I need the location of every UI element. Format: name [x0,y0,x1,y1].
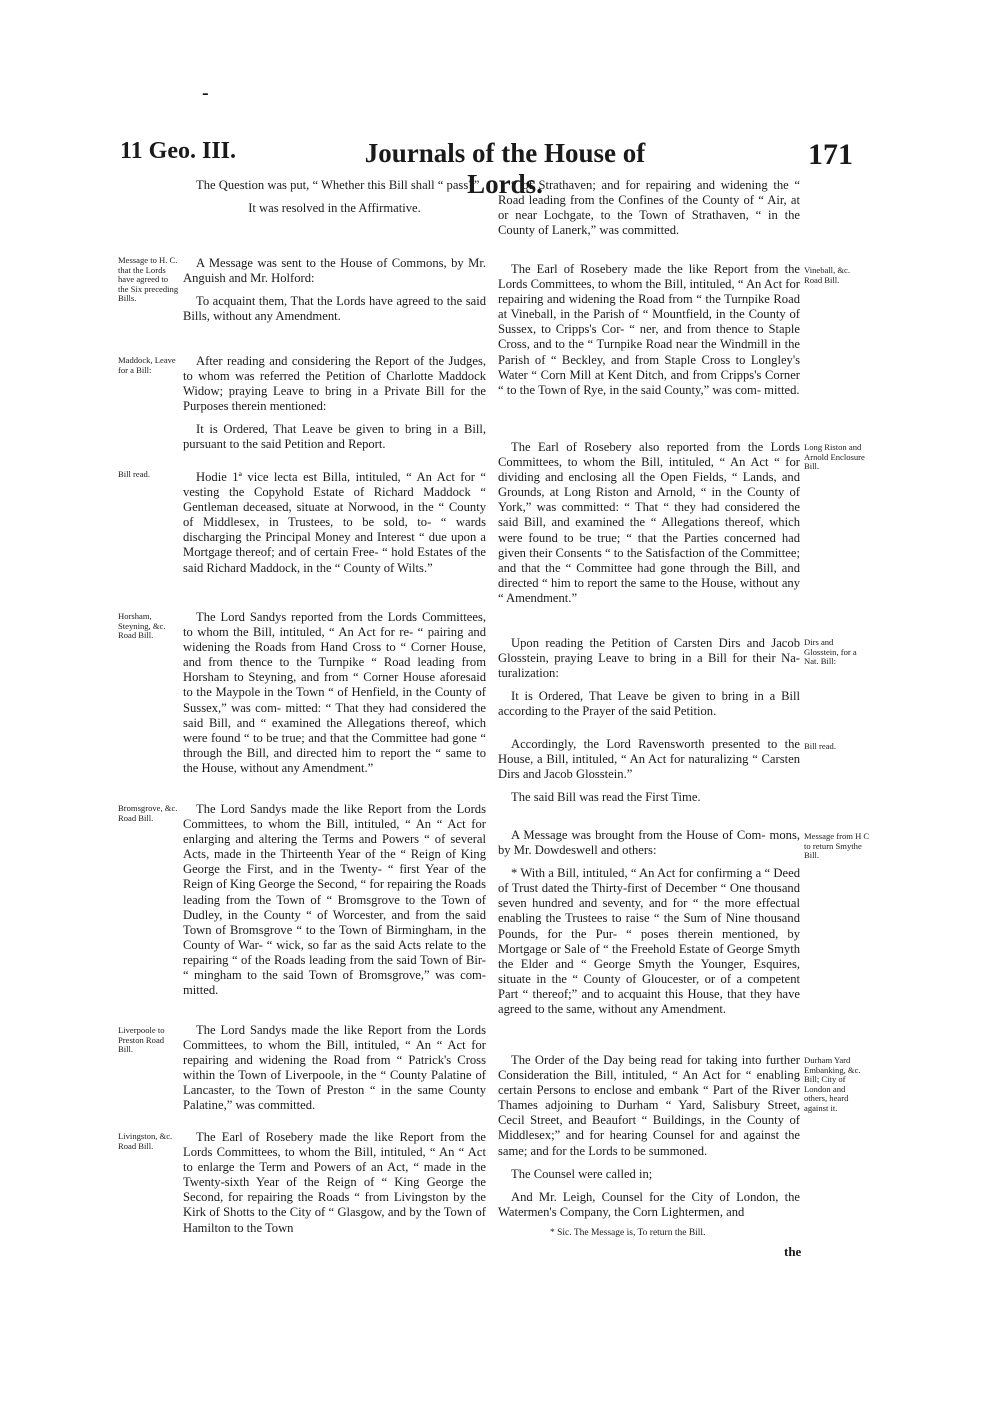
right-block-1 [498,262,800,406]
margin-note: Message to H. C. that the Lords have agreed to the Six preceding Bills. [118,255,179,304]
paragraph: The Lord Sandys made the like Report from the Lords Committees, to whom the Bill, intituled, “ An “ Act for enlarging and altering the Terms and Powers “ of several Acts, made in the Thirteenth Year of the “ Reign of King George the First, and in the Twenty- “ first Year of the Reign of King George the Second, “ for repairing the Roads leading from the Town of “ Bromsgrove to the Town of Dudley, in the County “ of Worcester, and from the said Town of Bromsgrove “ to the Town of Birmingham, in the County of War- “ wick, so far as the said Acts relate to the repairing “ of the Roads leading from the said Town of Bir- “ mingham to the said Town of Bromsgrove,” was com- mitted. [183,802,486,998]
left-block-4 [183,610,486,784]
left-block-3 [183,470,486,584]
paragraph: Upon reading the Petition of Carsten Dirs and Jacob Glosstein, praying Leave to bring in a Bill for their Na- turalization: [498,636,800,681]
paragraph: Hodie 1ª vice lecta est Billa, intituled, “ An Act for “ vesting the Copyhold Estate of Richard Maddock “ Gentleman deceased, situate at Norwood, in the “ County of Middlesex, in Trustees, to be sold, to- “ wards discharging the Principal Money and Interest “ due upon a Mortgage thereof; and of certain Free- “ hold Estates of the said Richard Maddock, in the “ County of Wilts.” [183,470,486,575]
margin-note: Vineball, &c. Road Bill. [804,265,851,285]
left-block-5 [183,802,486,1006]
left-block-6 [183,1023,486,1122]
right-block-0 [498,178,800,246]
margin-note: Message from H C to return Smythe Bill. [804,831,870,861]
right-block-3 [498,636,800,727]
right-block-2 [498,440,800,614]
paragraph: The Question was put, “ Whether this Bill shall “ pass?” [196,178,480,192]
paragraph: The Earl of Rosebery made the like Report from the Lords Committees, to whom the Bill, intituled, “ An Act for repairing and widening the Road from “ the Turnpike Road at Vineball, in the Parish of “ Mountfield, in the County of Sussex, to Cripps's Cor- “ ner, and from thence to Staple Cross, and to the “ Turnpike Road near the Windmill in the Parish of “ Beckley, and from Staple Cross to Longley's Water “ Corn Mill at Kent Ditch, and from Cripps's Corner “ to the Town of Rye, in the said County,” was com- mitted. [498,262,800,397]
header-regnal-year: 11 Geo. III. [120,138,237,164]
paragraph: “ of Strathaven; and for repairing and widening the “ Road leading from the Confines of the County of “ Air, at or near Lochgate, to the Town of Strathaven, “ in the County of Lanerk,” was committed. [498,178,800,238]
paragraph: The Earl of Rosebery also reported from the Lords Committees, to whom the Bill, intituled, “ An Act “ for dividing and enclosing all the Open Fields, “ Lands, and Grounds, at Long Riston and Arnold, “ in the County of York,” was committed: “ That “ they had considered the said Bill, and examined the “ Allegations thereof, which were found to be true; “ that the Parties concerned had given their Consents “ to the Satisfaction of the Committee; and that the “ Committee had gone through the Bill, and directed “ him to report the same to the House, without any “ Amendment.” [498,440,800,605]
page-title: Journals of the House of Lords. [364,138,646,199]
margin-note: Horsham, Steyning, &c. Road Bill. [118,611,166,641]
margin-note: Liverpoole to Preston Road Bill. [118,1025,165,1055]
paragraph: It was resolved in the Affirmative. [248,201,421,216]
margin-note: Bill read. [118,469,150,479]
margin-note: Maddock, Leave for a Bill: [118,355,176,375]
paragraph: The Counsel were called in; [511,1166,653,1181]
page-number: 171 [808,138,853,171]
catchword: the [784,1244,802,1259]
paragraph: * With a Bill, intituled, “ An Act for confirming a “ Deed of Trust dated the Thirty-first of December “ One thousand seven hundred and seventy, and for “ the more effectual enabling the Trustees to raise “ the Sum of Nine thousand Pounds, for the Pur- “ poses therein mentioned, by Mortgage or Sale of “ the Freehold Estate of George Smyth the Elder and “ George Smyth the Younger, Esquires, situate in the “ County of Gloucester, or of a competent Part “ thereof;” and to acquaint this House, that they have agreed to the same, without any Amendment. [498,866,800,1017]
margin-note: Bromsgrove, &c. Road Bill. [118,803,178,823]
left-block-0 [183,178,486,224]
paragraph: A Message was sent to the House of Commons, by Mr. Anguish and Mr. Holford: [183,256,486,286]
paragraph: The Lord Sandys reported from the Lords Committees, to whom the Bill, intituled, “ An Act for re- “ pairing and widening the Roads from Hand Cross to “ Corner House, and from thence to the Turnpike “ Road leading from Horsham to Steyning, and from “ Corner House aforesaid to the Maypole in the Town “ of Henfield, in the County of Sussex,” was com- mitted: “ That they had considered the said Bill, and “ examined the Allegations thereof, which were found “ to be true; and that the Committee had gone “ through the Bill, and directed him to report the “ same to the House, without any Amendment.” [183,610,486,775]
paragraph: The Lord Sandys made the like Report from the Lords Committees, to whom the Bill, intituled, “ An “ Act for repairing and widening the Road from “ Patrick's Cross within the Town of Liverpoole, in the “ County Palatine of Lancaster, to the Town of Preston “ in the same County Palatine,” was committed. [183,1023,486,1113]
left-block-7 [183,1130,486,1244]
left-block-2 [183,354,486,461]
paragraph: After reading and considering the Report of the Judges, to whom was referred the Petition of Charlotte Maddock Widow; praying Leave to bring in a Private Bill for the Purposes therein mentioned: [183,354,486,414]
margin-note: Dirs and Glosstein, for a Nat. Bill: [804,637,857,667]
right-block-5 [498,828,800,1025]
margin-note: Long Riston and Arnold Enclosure Bill. [804,442,865,472]
footnote: * Sic. The Message is, To return the Bill. [550,1228,706,1238]
paragraph: The said Bill was read the First Time. [511,790,701,805]
left-block-1 [183,256,486,332]
paragraph: Accordingly, the Lord Ravensworth presented to the House, a Bill, intituled, “ An Act for naturalizing “ Carsten Dirs and Jacob Glosstein.” [498,737,800,782]
margin-note: Livingston, &c. Road Bill. [118,1131,173,1151]
page-mark: - [202,82,209,104]
paragraph: The Earl of Rosebery made the like Report from the Lords Committees, to whom the Bill, intituled, “ An “ Act to enlarge the Term and Powers of an Act, “ made in the Twenty-sixth Year of the Reign of “ King George the Second, for repairing the Roads “ from Livingston by the Kirk of Shotts to the City of “ Glasgow, and by the Town of Hamilton to the Town [183,1130,486,1235]
paragraph: It is Ordered, That Leave be given to bring in a Bill, pursuant to the said Petition and Report. [183,422,486,452]
paragraph: A Message was brought from the House of Com- mons, by Mr. Dowdeswell and others: [498,828,800,858]
margin-note: Durham Yard Embanking, &c. Bill; City of London and others, heard against it. [804,1055,861,1113]
right-block-6 [498,1053,800,1228]
paragraph: It is Ordered, That Leave be given to bring in a Bill according to the Prayer of the said Petition. [498,689,800,719]
paragraph: To acquaint them, That the Lords have agreed to the said Bills, without any Amendment. [183,294,486,324]
paragraph: The Order of the Day being read for taking into further Consideration the Bill, intituled, “ An Act for “ enabling certain Persons to enclose and embank “ Part of the River Thames adjoining to Durham “ Yard, Salisbury Street, Cecil Street, and Beaufort “ Buildings, in the County of Middlesex;” and for hearing Counsel for and against the same; and for the Lords to be summoned. [498,1053,800,1158]
right-block-4 [498,737,800,813]
margin-note: Bill read. [804,741,836,751]
paragraph: And Mr. Leigh, Counsel for the City of London, the Watermen's Company, the Corn Lightermen, and [498,1189,800,1219]
